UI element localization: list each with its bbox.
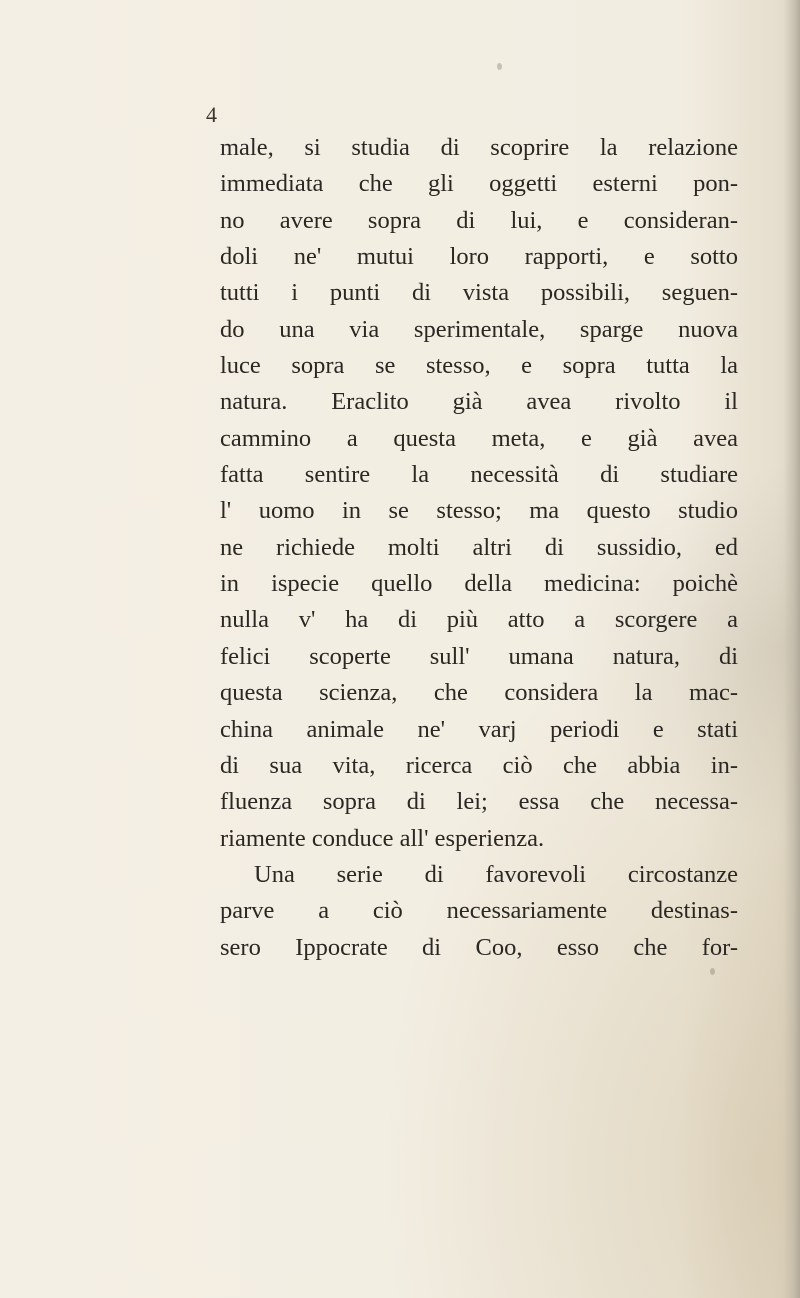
page-number: 4 [206,102,217,127]
body-text [220,130,738,966]
text-line: male, si studia di scoprire la relazione [220,134,738,161]
text-line: do una via sperimentale, sparge nuova [220,315,738,343]
text-line: doli ne' mutui loro rapporti, e sotto [220,243,738,271]
paper-spot [497,63,502,70]
text-line: sero Ippocrate di Coo, esso che for- [220,933,738,961]
text-line: immediata che gli oggetti esterni pon- [220,170,738,198]
text-line: riamente conduce all' esperienza. [220,824,545,852]
text-line: questa scienza, che considera la mac- [220,679,738,707]
text-line: Una serie di favorevoli circostanze [254,860,738,888]
text-line: di sua vita, ricerca ciò che abbia in- [220,751,738,779]
text-line: nulla v' ha di più atto a scorgere a [220,606,738,634]
page-edge-shadow [784,0,800,1298]
text-line: no avere sopra di lui, e consideran- [220,206,738,234]
text-line: felici scoperte sull' umana natura, di [220,642,738,670]
text-line: in ispecie quello della medicina: poichè [220,570,738,598]
text-line: fatta sentire la necessità di studiare [220,461,738,489]
text-line: cammino a questa meta, e già avea [220,424,738,452]
text-line: fluenza sopra di lei; essa che necessa- [220,788,738,816]
text-line: parve a ciò necessariamente destinas- [220,897,738,925]
text-line: ne richiede molti altri di sussidio, ed [220,533,738,561]
text-line: tutti i punti di vista possibili, seguen- [220,279,738,307]
text-line: natura. Eraclito già avea rivolto il [220,388,738,416]
text-line: china animale ne' varj periodi e stati [220,715,738,743]
text-line: l' uomo in se stesso; ma questo studio [220,497,738,525]
text-line: luce sopra se stesso, e sopra tutta la [220,352,738,380]
paper-spot [710,968,715,975]
